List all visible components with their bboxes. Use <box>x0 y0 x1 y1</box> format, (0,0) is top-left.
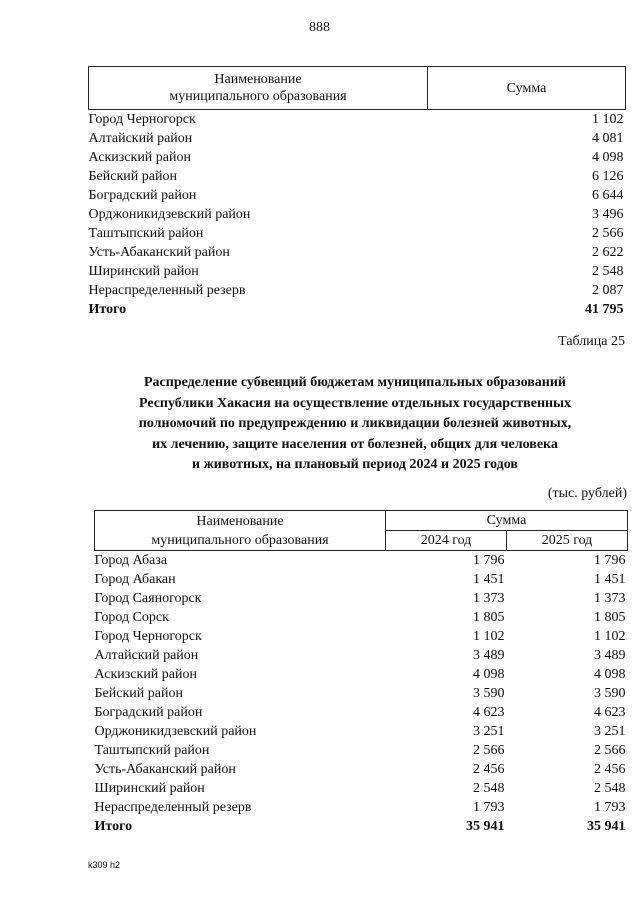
table-1-header <box>89 67 626 110</box>
row-name: Таштыпский район <box>88 226 204 241</box>
row-value: 4 081 <box>592 131 624 146</box>
row-name: Город Черногорск <box>88 112 196 127</box>
table-1 <box>88 66 626 319</box>
row-value: 4 098 <box>592 150 624 165</box>
total-value: 41 795 <box>585 302 624 317</box>
row-name: Город Саяногорск <box>94 591 202 606</box>
row-name: Город Сорск <box>94 610 169 625</box>
page-number: 888 <box>309 20 330 35</box>
row-value-2024: 1 805 <box>473 610 505 625</box>
table-row <box>89 262 626 281</box>
table-1-total-row <box>89 300 626 319</box>
row-value-2024: 3 489 <box>473 648 505 663</box>
row-value-2025: 3 590 <box>594 686 626 701</box>
row-name: Аскизский район <box>94 667 197 682</box>
row-name: Боградский район <box>88 188 197 203</box>
table-row <box>95 684 628 703</box>
total-2024: 35 941 <box>466 819 505 834</box>
row-value-2024: 1 102 <box>473 629 505 644</box>
row-value: 6 126 <box>592 169 624 184</box>
row-value-2025: 1 451 <box>594 572 626 587</box>
table-row <box>95 760 628 779</box>
row-value-2025: 3 251 <box>594 724 626 739</box>
total-label: Итого <box>88 302 127 317</box>
row-value: 1 102 <box>592 112 624 127</box>
row-name: Боградский район <box>94 705 203 720</box>
row-value-2024: 4 098 <box>473 667 505 682</box>
row-value: 6 644 <box>592 188 624 203</box>
table-row <box>89 129 626 148</box>
row-value: 2 566 <box>592 226 624 241</box>
total-2025: 35 941 <box>587 819 626 834</box>
table-row <box>95 570 628 589</box>
table-row <box>89 186 626 205</box>
table-row <box>95 589 628 608</box>
table-row <box>95 627 628 646</box>
row-value-2024: 1 793 <box>473 800 505 815</box>
row-value-2025: 4 623 <box>594 705 626 720</box>
row-name: Город Абаза <box>94 553 168 568</box>
total-label: Итого <box>94 819 133 834</box>
row-value-2025: 1 796 <box>594 553 626 568</box>
row-name: Орджоникидзевский район <box>94 724 257 739</box>
table-row <box>89 148 626 167</box>
row-value-2024: 3 251 <box>473 724 505 739</box>
row-value-2025: 1 805 <box>594 610 626 625</box>
row-value-2024: 4 623 <box>473 705 505 720</box>
table-row <box>95 798 628 817</box>
row-value-2025: 4 098 <box>594 667 626 682</box>
table-row <box>89 167 626 186</box>
row-value-2025: 2 566 <box>594 743 626 758</box>
table-row <box>95 608 628 627</box>
row-name: Бейский район <box>88 169 177 184</box>
row-value: 3 496 <box>592 207 624 222</box>
title-line: Республики Хакасия на осуществление отдельных государственных <box>138 395 572 411</box>
row-name: Усть-Абаканский район <box>88 245 230 260</box>
table-1-header-name <box>89 67 428 110</box>
title-line: полномочий по предупреждению и ликвидации болезней животных, <box>138 416 572 431</box>
title-line: Распределение субвенций бюджетам муниципальных образований <box>144 375 566 390</box>
table-1-header-name-line1: Наименование <box>214 72 302 87</box>
table-row <box>95 741 628 760</box>
row-value-2025: 1 102 <box>594 629 626 644</box>
table-number: Таблица 25 <box>558 334 625 349</box>
table-2 <box>94 510 628 836</box>
table-2-total-row <box>95 817 628 836</box>
row-value-2025: 1 373 <box>594 591 626 606</box>
table-row <box>89 205 626 224</box>
table-2-header-name-line2: муниципального образования <box>151 532 329 548</box>
row-value-2024: 2 548 <box>473 781 505 796</box>
row-name: Ширинский район <box>88 264 199 279</box>
row-name: Ширинский район <box>94 781 205 796</box>
row-value-2024: 2 456 <box>473 762 505 777</box>
table-row <box>89 224 626 243</box>
table-2-header-2025: 2025 год <box>507 531 628 551</box>
table-row <box>89 110 626 130</box>
table-row <box>95 665 628 684</box>
table-2-header-2024: 2024 год <box>386 531 507 551</box>
row-name: Бейский район <box>94 686 183 701</box>
row-value-2025: 2 456 <box>594 762 626 777</box>
row-name: Алтайский район <box>94 648 199 663</box>
table-row <box>89 281 626 300</box>
table-row <box>95 703 628 722</box>
table-2-header-name <box>95 511 386 551</box>
row-name: Усть-Абаканский район <box>94 762 236 777</box>
row-value-2024: 2 566 <box>473 743 505 758</box>
row-name: Город Черногорск <box>94 629 202 644</box>
row-value-2024: 1 451 <box>473 572 505 587</box>
row-name: Орджоникидзевский район <box>88 207 251 222</box>
row-name: Алтайский район <box>88 131 193 146</box>
row-value-2025: 2 548 <box>594 781 626 796</box>
row-value-2024: 1 796 <box>473 553 505 568</box>
row-value-2024: 1 373 <box>473 591 505 606</box>
row-name: Таштыпский район <box>94 743 210 758</box>
table-row <box>95 722 628 741</box>
row-value-2025: 1 793 <box>594 800 626 815</box>
row-value-2024: 3 590 <box>473 686 505 701</box>
table-row <box>95 646 628 665</box>
table-1-header-name-line2: муниципального образования <box>169 89 347 104</box>
table-row <box>95 551 628 571</box>
table-2-header-sum: Сумма <box>386 511 628 531</box>
row-value: 2 622 <box>592 245 624 260</box>
row-name: Аскизский район <box>88 150 191 165</box>
row-name: Нераспределенный резерв <box>94 800 252 815</box>
table-2-header-row-1 <box>95 511 628 531</box>
row-name: Город Абакан <box>94 572 176 587</box>
title-line: и животных, на плановый период 2024 и 2025 годов <box>192 457 518 472</box>
row-value-2025: 3 489 <box>594 648 626 663</box>
table-2-header-name-line1: Наименование <box>196 513 284 529</box>
table-row <box>89 243 626 262</box>
table-row <box>95 779 628 798</box>
table-1-header-sum: Сумма <box>428 67 626 110</box>
table-title <box>100 373 610 476</box>
row-value: 2 087 <box>592 283 624 298</box>
row-value: 2 548 <box>592 264 624 279</box>
title-line: их лечению, защите населения от болезней, общих для человека <box>152 436 558 452</box>
unit-label: (тыс. рублей) <box>547 486 627 501</box>
footer-code: k309 h2 <box>88 860 121 870</box>
row-name: Нераспределенный резерв <box>88 283 246 298</box>
